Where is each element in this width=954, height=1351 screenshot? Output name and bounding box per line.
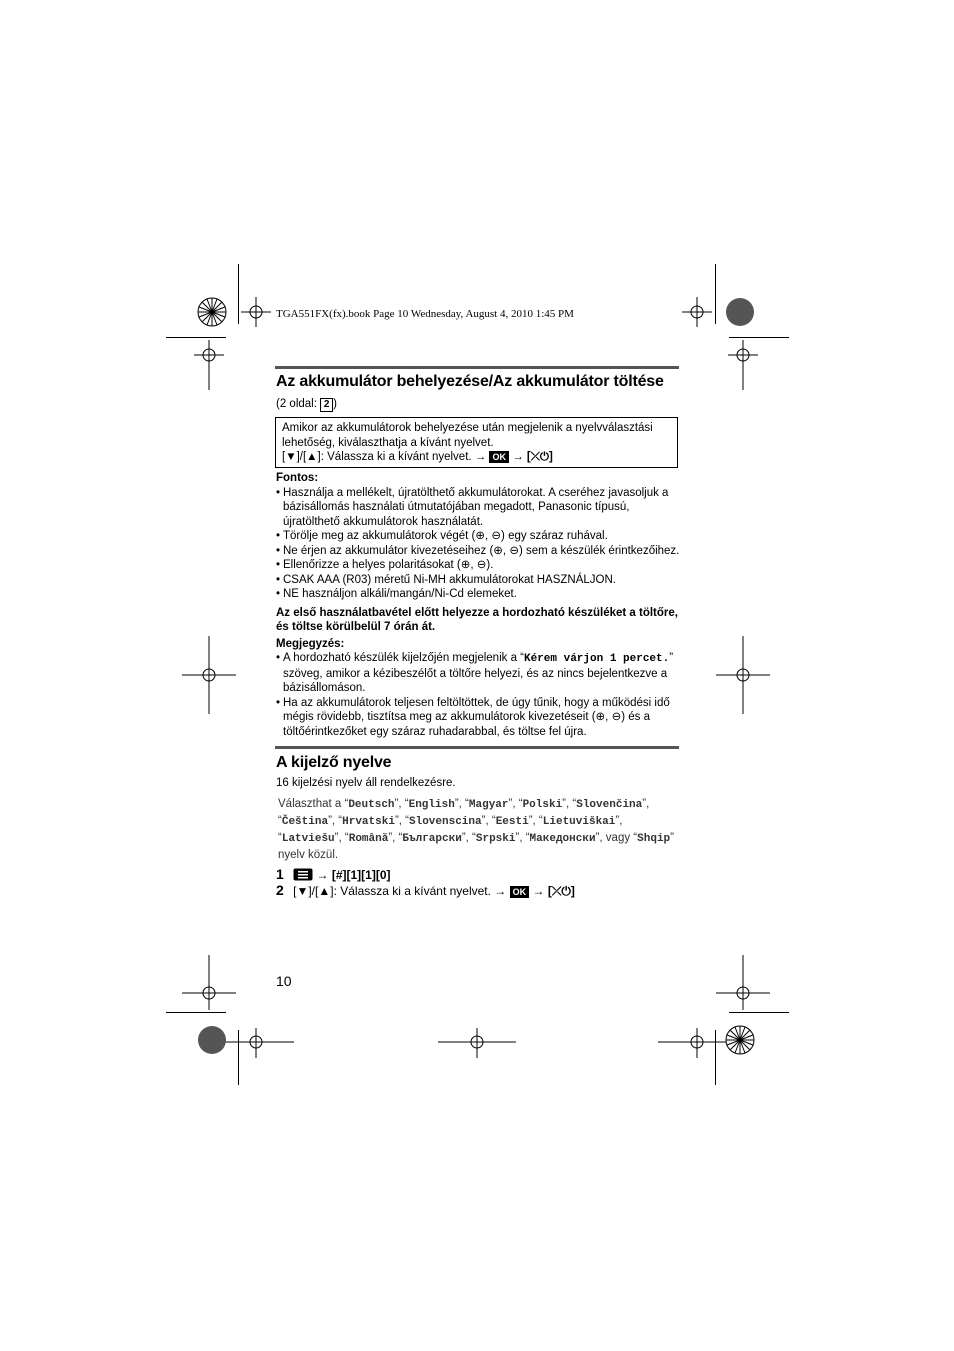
- megjegyzes-label: Megjegyzés:: [276, 637, 345, 650]
- crosshair-icon: [194, 340, 224, 390]
- section-title: Az akkumulátor behelyezése/Az akkumulátor töltése: [276, 373, 664, 390]
- off-key-icon: → [⤫⏻]: [512, 451, 553, 463]
- list-item: • Törölje meg az akkumulátorok végét (⊕, ⊖) egy száraz ruhával.: [276, 529, 681, 544]
- section-title: A kijelző nyelve: [276, 754, 392, 771]
- star-target-icon: [198, 298, 226, 326]
- page-reference: (2 oldal: 2 ): [276, 398, 337, 410]
- menu-key-icon: [293, 868, 313, 881]
- language-list: Választhat a “Deutsch”, “English”, “Magyar”, “Polski”, “Slovenčina”, “Čeština”, “Hrvatski”, “Slovenscina”, “Eesti”, “Lietuviškai”, “Latviešu”, “Română”, “Български”, “Srpski”, “Македонски”, vagy “Shqip” nyelv közül.: [278, 798, 674, 861]
- section-subtitle: 16 kijelzési nyelv áll rendelkezésre.: [276, 777, 456, 789]
- book-header-line: TGA551FX(fx).book Page 10 Wednesday, August 4, 2010 1:45 PM: [276, 308, 574, 320]
- solid-target-icon: [726, 298, 754, 326]
- crosshair-icon: [716, 636, 770, 714]
- crosshair-icon: [438, 1028, 516, 1058]
- list-item: • Használja a mellékelt, újratölthető akkumulátorokat. A cseréhez javasoljuk a bázisállomás használati útmutatójában megadott, Panasonic típusú, újratölthető akkumulátorok használatát.: [276, 486, 681, 530]
- crosshair-icon: [241, 297, 271, 327]
- crosshair-icon: [682, 297, 712, 327]
- section-rule: [275, 366, 679, 369]
- fontos-label: Fontos:: [276, 472, 319, 484]
- list-item: • CSAK AAA (R03) méretű Ni-MH akkumulátorokat HASZNÁLJON.: [276, 573, 681, 588]
- list-item: • NE használjon alkáli/mangán/Ni-Cd elemeket.: [276, 587, 681, 602]
- info-box: Amikor az akkumulátorok behelyezése után megjelenik a nyelvválasztási lehetőség, kiválaszthatja a kívánt nyelvet. [▼]/[▲]: Válassza ki a kívánt nyelvet. → OK → [⤫⏻]: [275, 417, 678, 468]
- fontos-block: [276, 471, 681, 739]
- ok-key-icon: OK: [489, 451, 509, 463]
- crosshair-icon: [728, 340, 758, 390]
- note-list: [276, 651, 681, 739]
- crosshair-icon: [182, 636, 236, 714]
- crosshair-icon: [182, 955, 236, 1010]
- fontos-list: [276, 486, 681, 602]
- crosshair-icon: [716, 955, 770, 1010]
- list-item: • Ellenőrizze a helyes polaritásokat (⊕, ⊖).: [276, 558, 681, 573]
- solid-target-icon: [198, 1026, 226, 1054]
- crosshair-icon: [658, 1028, 736, 1058]
- star-target-icon: [726, 1026, 754, 1054]
- list-item: • Ne érjen az akkumulátor kivezetéseihez (⊕, ⊖) sem a készülék érintkezőihez.: [276, 544, 681, 559]
- charging-note: Az első használatbavétel előtt helyezze a hordozható készüléket a töltőre, és töltse körülbelül 7 órán át.: [276, 606, 678, 633]
- page-number: 10: [276, 973, 292, 989]
- list-item: • A hordozható készülék kijelzőjén megjelenik a “Kérem várjon 1 percet.” szöveg, amikor a kézibeszélőt a töltőre helyezi, és az nincs bejelentkezve a bázisállomáson.: [276, 651, 681, 696]
- step-1: 1 → [#][1][1][0]: [276, 866, 391, 882]
- off-key-icon: → [⤫⏻]: [532, 884, 575, 898]
- page-ref-number: 2: [320, 398, 333, 412]
- step-2: 2 [▼]/[▲]: Válassza ki a kívánt nyelvet. → OK → [⤫⏻]: [276, 882, 575, 898]
- ok-key-icon: OK: [510, 886, 530, 898]
- list-item: • Ha az akkumulátorok teljesen feltöltöttek, de úgy tűnik, hogy a működési idő mégis rövidebb, tisztítsa meg az akkumulátorok kivezetéseit (⊕, ⊖) és a töltőérintkezőket egy száraz ruhadarabbal, és töltse fel újra.: [276, 696, 681, 740]
- section-rule: [275, 746, 679, 749]
- crosshair-icon: [218, 1028, 294, 1058]
